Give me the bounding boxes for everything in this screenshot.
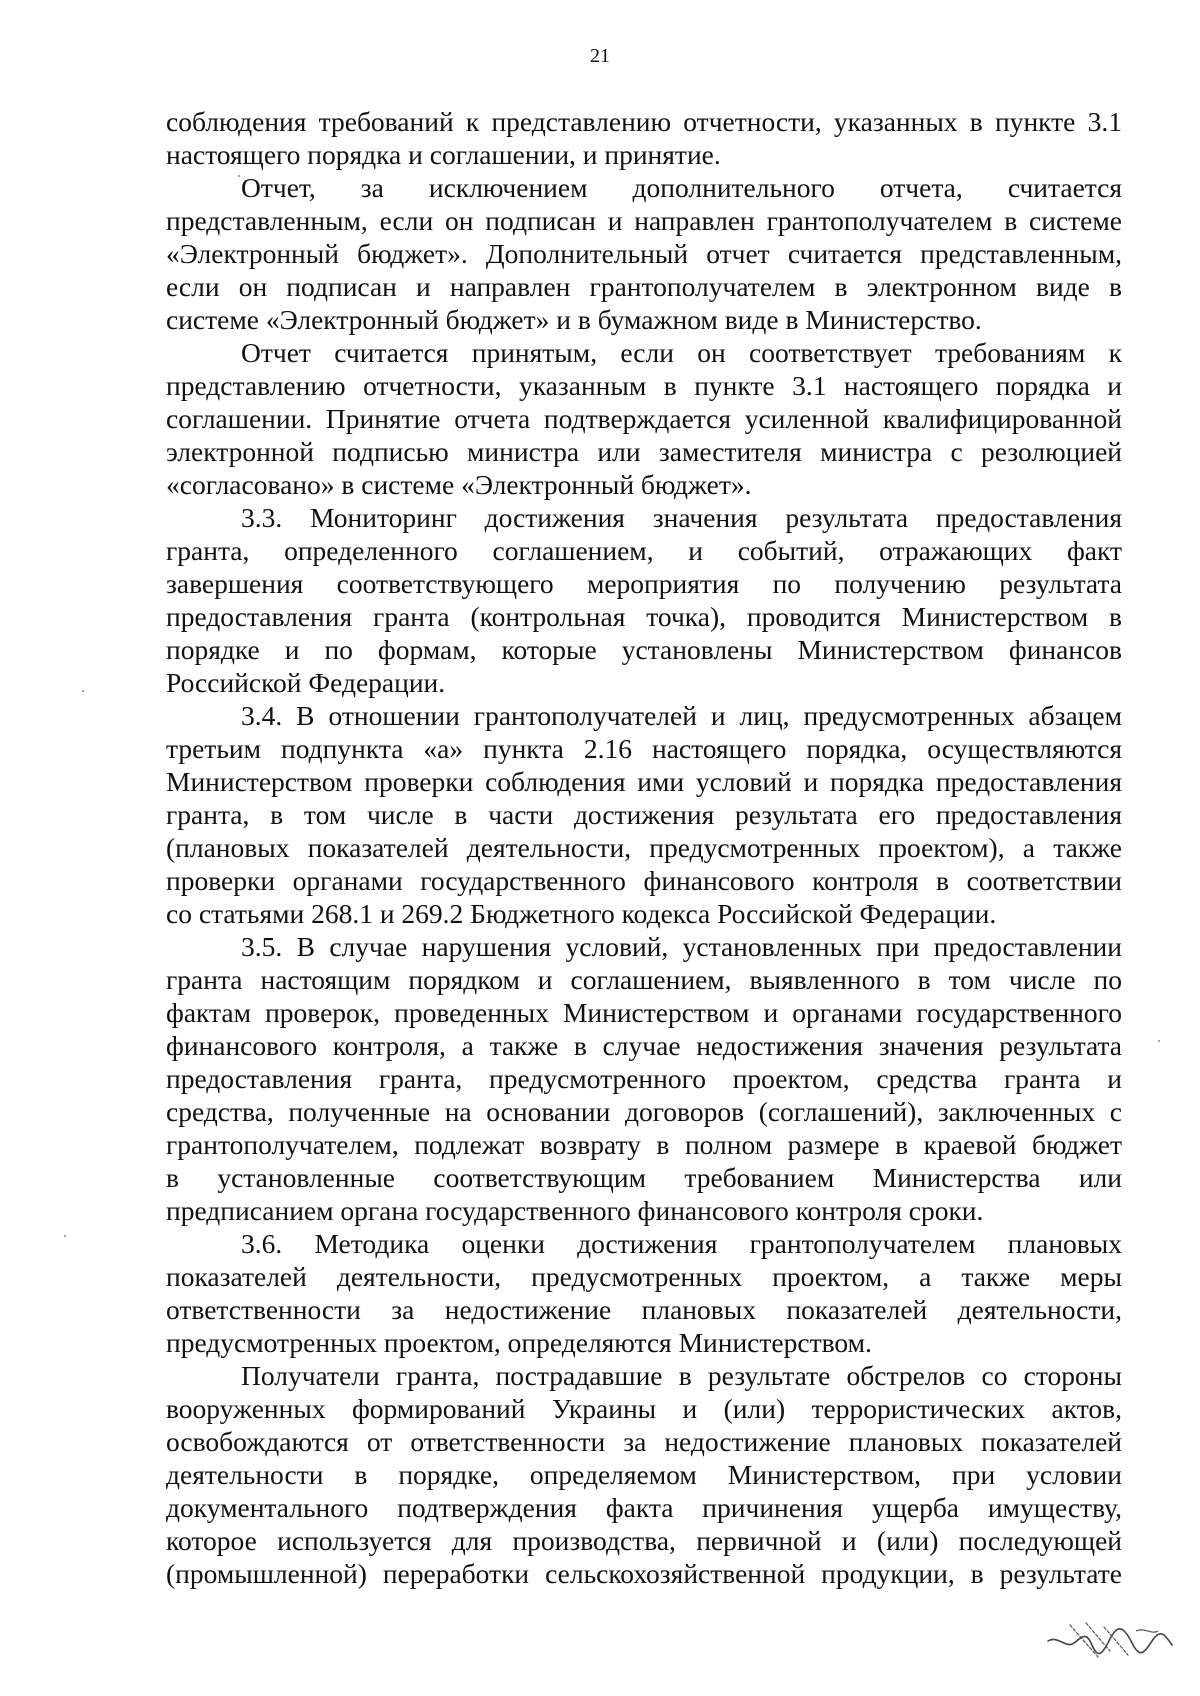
scan-speck: [64, 1235, 66, 1237]
paragraph-line: Российской Федерации.: [166, 667, 446, 698]
paragraph-line: представленным, если он подписан и направлен грантополучателем в системе: [166, 205, 1122, 236]
page-number: 21: [590, 45, 610, 67]
scan-speck: [238, 175, 240, 177]
paragraph-line: предоставления гранта (контрольная точка), проводится Министерством в: [166, 601, 1122, 632]
paragraph-line: «Электронный бюджет». Дополнительный отчет считается представленным,: [166, 238, 1122, 269]
paragraph-line: предписанием органа государственного финансового контроля сроки.: [166, 1195, 984, 1226]
paragraph-line: средства, полученные на основании договоров (соглашений), заключенных с: [166, 1096, 1122, 1127]
paragraph-line: гранта, в том числе в части достижения результата его предоставления: [166, 799, 1122, 830]
paragraph-line: 3.3. Мониторинг достижения значения результата предоставления: [241, 502, 1122, 533]
paragraph-line: настоящего порядка и соглашении, и принятие.: [166, 139, 721, 170]
paragraph-line: освобождаются от ответственности за недостижение плановых показателей: [166, 1426, 1122, 1457]
paragraph: [166, 336, 1122, 501]
paragraph-line: предусмотренных проектом, определяются Министерством.: [166, 1327, 872, 1358]
paragraph-line: со статьями 268.1 и 269.2 Бюджетного кодекса Российской Федерации.: [166, 898, 997, 929]
paragraph-line: порядке и по формам, которые установлены Министерством финансов: [166, 634, 1122, 665]
paragraph-line: гранта настоящим порядком и соглашением, выявленного в том числе по: [166, 964, 1122, 995]
paragraph-line: Министерством проверки соблюдения ими условий и порядка предоставления: [166, 766, 1122, 797]
paragraph-line: Отчет считается принятым, если он соответствует требованиям к: [241, 337, 1122, 368]
paragraph-line: предоставления гранта, предусмотренного проектом, средства гранта и: [166, 1063, 1122, 1094]
paragraph-line: Отчет, за исключением дополнительного отчета, считается: [241, 172, 1122, 203]
paragraph: [166, 171, 1122, 336]
paragraph-line: представлению отчетности, указанным в пункте 3.1 настоящего порядка и: [166, 370, 1122, 401]
paragraph-line: если он подписан и направлен грантополучателем в электронном виде в: [166, 271, 1122, 302]
paragraph-line: Получатели гранта, пострадавшие в результате обстрелов со стороны: [241, 1360, 1122, 1391]
paragraph: [166, 501, 1122, 699]
paragraph-line: проверки органами государственного финансового контроля в соответствии: [166, 865, 1122, 896]
paragraph-line: (промышленной) переработки сельскохозяйственной продукции, в результате: [166, 1558, 1122, 1589]
paragraph: [166, 930, 1122, 1227]
paragraph-line: деятельности в порядке, определяемом Министерством, при условии: [166, 1459, 1122, 1490]
paragraph-line: ответственности за недостижение плановых показателей деятельности,: [166, 1294, 1122, 1325]
paragraph-line: вооруженных формирований Украины и (или) террористических актов,: [166, 1393, 1122, 1424]
paragraph: [166, 699, 1122, 930]
paragraph-line: документального подтверждения факта причинения ущерба имуществу,: [166, 1492, 1122, 1523]
handwritten-signature: [1040, 1605, 1180, 1675]
paragraph-line: показателей деятельности, предусмотренных проектом, а также меры: [166, 1261, 1122, 1292]
paragraph-line: 3.5. В случае нарушения условий, установленных при предоставлении: [241, 931, 1122, 962]
paragraph-line: соглашении. Принятие отчета подтверждается усиленной квалифицированной: [166, 403, 1122, 434]
paragraph-line: системе «Электронный бюджет» и в бумажном виде в Министерство.: [166, 304, 982, 335]
document-body: [166, 105, 1122, 1590]
paragraph-line: в установленные соответствующим требованием Министерства или: [166, 1162, 1122, 1193]
paragraph: [166, 105, 1122, 171]
scan-speck: [82, 690, 84, 692]
paragraph-line: завершения соответствующего мероприятия по получению результата: [166, 568, 1122, 599]
paragraph-line: соблюдения требований к представлению отчетности, указанных в пункте 3.1: [166, 106, 1122, 137]
paragraph: [166, 1227, 1122, 1359]
paragraph-line: 3.6. Методика оценки достижения грантополучателем плановых: [241, 1228, 1122, 1259]
paragraph-line: электронной подписью министра или заместителя министра с резолюцией: [166, 436, 1122, 467]
paragraph-line: которое используется для производства, первичной и (или) последующей: [166, 1525, 1122, 1556]
paragraph-line: 3.4. В отношении грантополучателей и лиц, предусмотренных абзацем: [241, 700, 1122, 731]
paragraph-line: «согласовано» в системе «Электронный бюджет».: [166, 469, 752, 500]
paragraph-line: гранта, определенного соглашением, и событий, отражающих факт: [166, 535, 1122, 566]
paragraph-line: третьим подпункта «а» пункта 2.16 настоящего порядка, осуществляются: [166, 733, 1122, 764]
paragraph-line: фактам проверок, проведенных Министерством и органами государственного: [166, 997, 1122, 1028]
paragraph-line: (плановых показателей деятельности, предусмотренных проектом), а также: [166, 832, 1122, 863]
paragraph: [166, 1359, 1122, 1590]
scan-speck: [1158, 1040, 1160, 1042]
paragraph-line: грантополучателем, подлежат возврату в полном размере в краевой бюджет: [166, 1129, 1122, 1160]
paragraph-line: финансового контроля, а также в случае недостижения значения результата: [166, 1030, 1122, 1061]
